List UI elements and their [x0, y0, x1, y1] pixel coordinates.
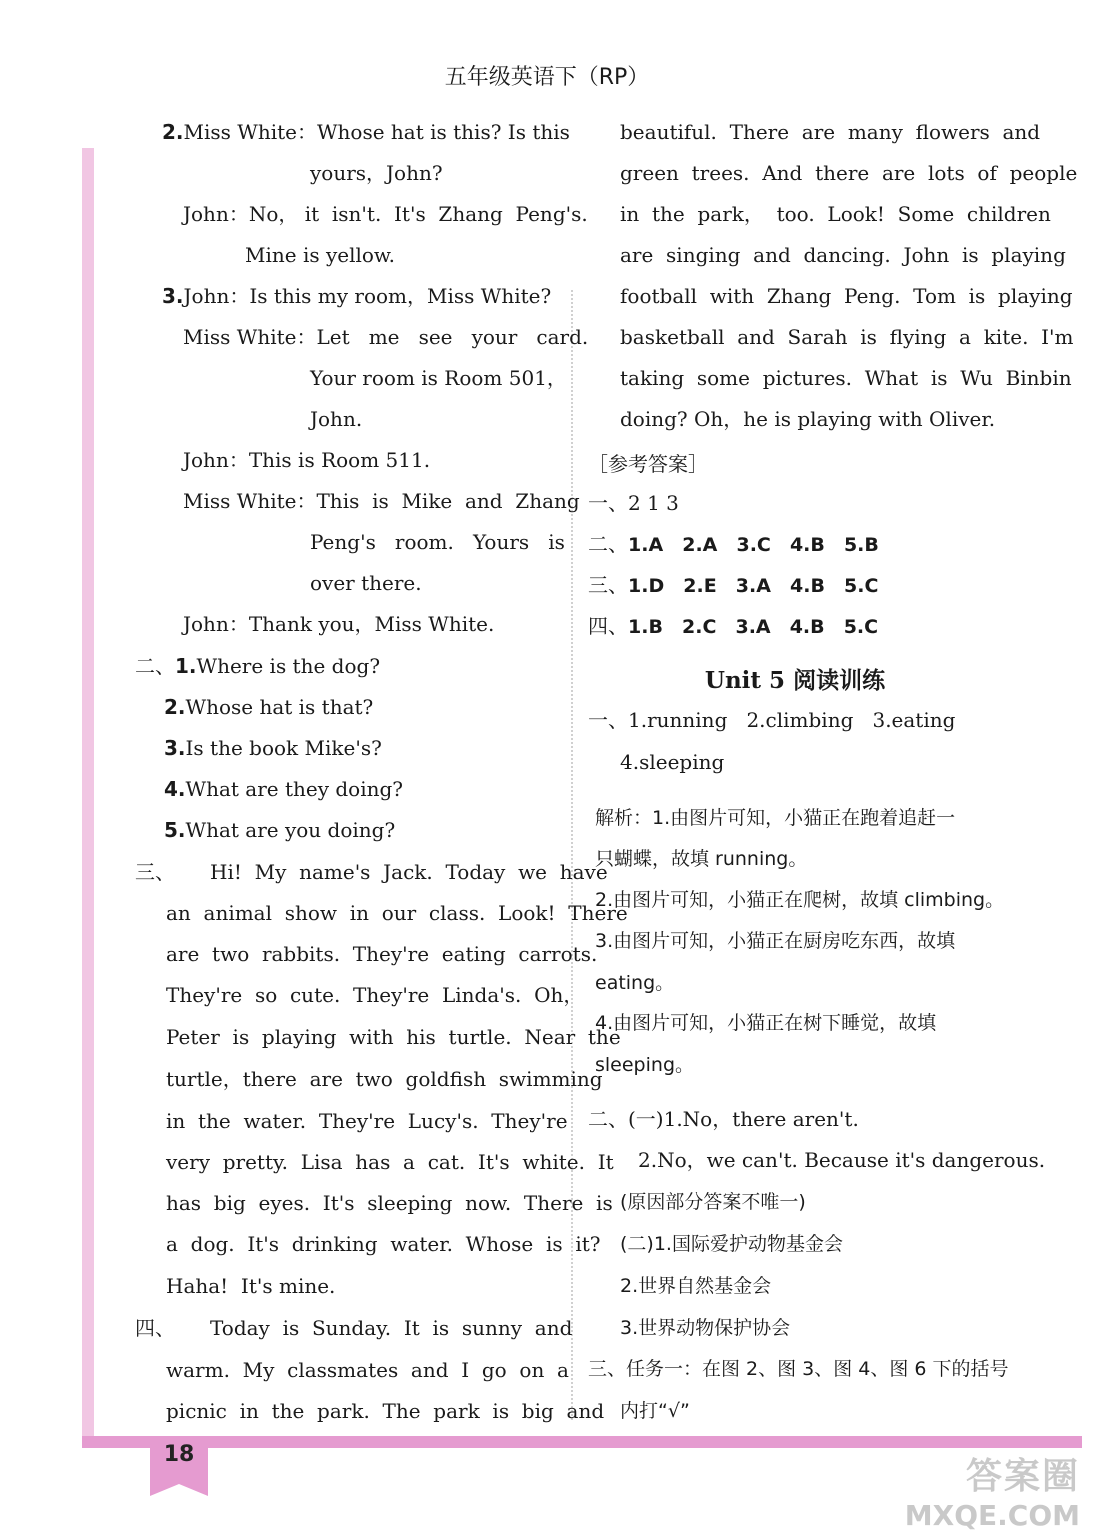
paragraph-line: taking some pictures. What is Wu Binbin: [620, 366, 1072, 390]
paragraph-line: Haha! It's mine.: [166, 1274, 336, 1298]
dialogue-line: 2.Miss White：Whose hat is this? Is this: [162, 120, 570, 144]
dialogue-line: Mine is yellow.: [245, 243, 396, 267]
dialogue-line: over there.: [310, 571, 422, 595]
dialogue-line: Miss White：This is Mike and Zhang: [183, 489, 580, 513]
answer-row-one: 一、2 1 3: [588, 491, 679, 515]
analysis-line: 3.由图片可知，小猫正在厨房吃东西，故填: [595, 930, 956, 952]
dialogue-line: Miss White：Let me see your card.: [183, 325, 589, 349]
paragraph-line: turtle，there are two goldfish swimming: [166, 1067, 603, 1091]
unit-heading: Unit 5 阅读训练: [704, 667, 886, 694]
section-two-q2: 2.Whose hat is that?: [164, 695, 374, 719]
unit-answer-one: 一、1.running 2.climbing 3.eating: [588, 708, 956, 732]
paragraph-line: picnic in the park. The park is big and: [166, 1399, 605, 1423]
analysis-line: eating。: [595, 972, 675, 994]
unit-answer-two: 二、(一)1.No，there aren't.: [588, 1107, 859, 1131]
analysis-line: 2.由图片可知，小猫正在爬树，故填 climbing。: [595, 889, 1005, 911]
page-number: 18: [163, 1442, 195, 1467]
paragraph-line: green trees. And there are lots of people: [620, 161, 1078, 185]
dialogue-line: John.: [310, 407, 363, 431]
unit-answer-three-cont: 内打“√”: [620, 1400, 690, 1422]
paragraph-line: beautiful. There are many flowers and: [620, 120, 1041, 144]
section-two-q4: 4.What are they doing?: [164, 777, 404, 801]
watermark-line1: 答案圈: [965, 1456, 1080, 1497]
dialogue-line: John：This is Room 511.: [183, 448, 431, 472]
paragraph-line: Hi! My name's Jack. Today we have: [210, 860, 608, 884]
paragraph-line: in the water. They're Lucy's. They're: [166, 1109, 568, 1133]
paragraph-line: Peter is playing with his turtle. Near the: [166, 1025, 621, 1049]
watermark: [900, 1448, 1080, 1532]
left-margin-bar: [82, 148, 94, 1438]
analysis-line: 4.由图片可知，小猫正在树下睡觉，故填: [595, 1012, 937, 1034]
section-two-q5: 5.What are you doing?: [164, 818, 396, 842]
section-two-q3: 3.Is the book Mike's?: [164, 736, 382, 760]
reference-answer-label: ［参考答案］: [588, 452, 708, 476]
bottom-margin-bar: [82, 1436, 1082, 1448]
section-four-label: 四、: [135, 1316, 175, 1340]
paragraph-line: a dog. It's drinking water. Whose is it?: [166, 1232, 601, 1256]
answer-row-four: 四、1.B 2.C 3.A 4.B 5.C: [588, 614, 879, 638]
analysis-line: sleeping。: [595, 1054, 694, 1076]
paragraph-line: basketball and Sarah is flying a kite. I'm: [620, 325, 1074, 349]
paragraph-line: doing? Oh，he is playing with Oliver.: [620, 407, 996, 431]
paragraph-line: are singing and dancing. John is playing: [620, 243, 1066, 267]
answer-row-three: 三、1.D 2.E 3.A 4.B 5.C: [588, 573, 879, 597]
dialogue-line: Peng's room. Yours is: [310, 530, 565, 554]
dialogue-line: yours，John?: [310, 161, 443, 185]
answer-row-two: 二、1.A 2.A 3.C 4.B 5.B: [588, 532, 879, 556]
unit-answer-two-f: 3.世界动物保护协会: [620, 1317, 791, 1339]
dialogue-line: Your room is Room 501，: [310, 366, 567, 390]
unit-answer-one-cont: 4.sleeping: [620, 750, 725, 774]
unit-answer-two-b: 2.No，we can't. Because it's dangerous.: [638, 1148, 1046, 1172]
unit-answer-two-d: (二)1.国际爱护动物基金会: [620, 1233, 843, 1255]
analysis-line: 只蝴蝶，故填 running。: [595, 848, 808, 870]
section-three-label: 三、: [135, 860, 175, 884]
analysis-line: 解析：1.由图片可知，小猫正在跑着追赶一: [595, 807, 956, 829]
paragraph-line: are two rabbits. They're eating carrots.: [166, 942, 598, 966]
paragraph-line: football with Zhang Peng. Tom is playing: [620, 284, 1073, 308]
paragraph-line: in the park， too. Look! Some children: [620, 202, 1051, 226]
paragraph-line: They're so cute. They're Linda's. Oh，: [166, 983, 584, 1007]
watermark-line2: MXQE.COM: [904, 1499, 1080, 1532]
unit-answer-two-c: (原因部分答案不唯一): [620, 1191, 806, 1213]
paragraph-line: has big eyes. It's sleeping now. There is: [166, 1191, 613, 1215]
paragraph-line: very pretty. Lisa has a cat. It's white. It: [166, 1150, 614, 1174]
dialogue-line: 3.John：Is this my room，Miss White?: [162, 284, 552, 308]
paragraph-line: an animal show in our class. Look! There: [166, 901, 628, 925]
dialogue-line: John：Thank you，Miss White.: [183, 612, 495, 636]
unit-answer-three: 三、任务一：在图 2、图 3、图 4、图 6 下的括号: [588, 1358, 1009, 1380]
page-header: 五年级英语下（RP）: [444, 65, 650, 90]
section-two-q1: 二、1.Where is the dog?: [135, 654, 381, 678]
paragraph-line: Today is Sunday. It is sunny and: [210, 1316, 573, 1340]
unit-answer-two-e: 2.世界自然基金会: [620, 1275, 772, 1297]
paragraph-line: warm. My classmates and I go on a: [166, 1358, 569, 1382]
dialogue-line: John：No， it isn't. It's Zhang Peng's.: [183, 202, 588, 226]
